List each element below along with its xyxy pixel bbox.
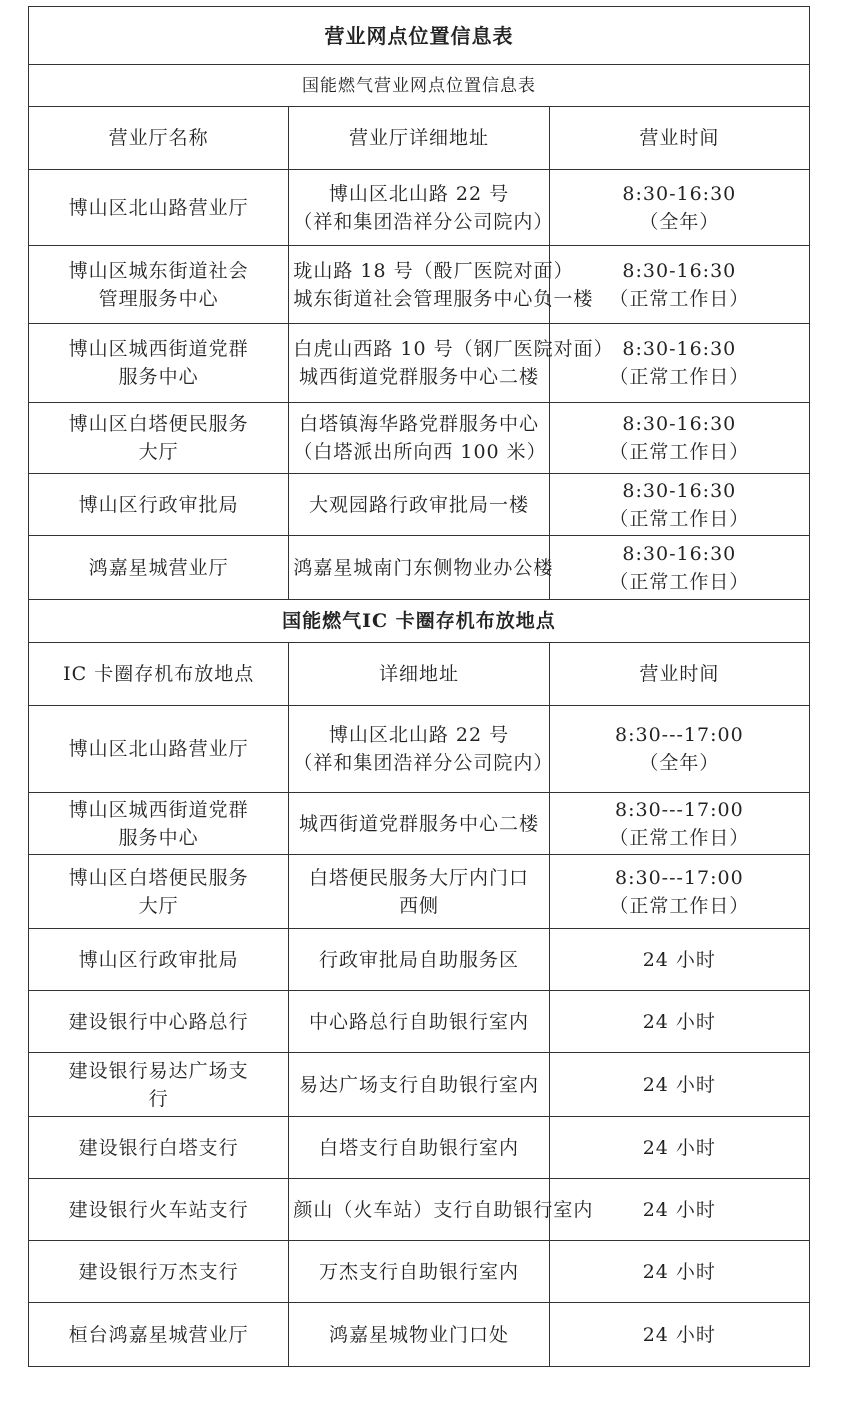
address-cell-line: 白塔镇海华路党群服务中心 bbox=[298, 413, 539, 435]
hours-cell bbox=[549, 403, 809, 474]
address-cell-line: 城东街道社会管理服务中心负一楼 bbox=[293, 287, 594, 310]
hours-cell-line: 24 小时 bbox=[642, 1136, 716, 1159]
hours-cell bbox=[549, 1117, 809, 1179]
location-name-cell-line: 建设银行白塔支行 bbox=[78, 1136, 239, 1159]
location-name-cell-line: 管理服务中心 bbox=[98, 287, 219, 310]
table-row bbox=[29, 1053, 810, 1117]
hours-cell-line: （正常工作日） bbox=[609, 366, 750, 388]
address-cell bbox=[289, 793, 549, 855]
location-name-cell-line: 博山区北山路营业厅 bbox=[68, 196, 249, 219]
table-row bbox=[29, 1241, 810, 1303]
hours-cell-line: 24 小时 bbox=[642, 948, 716, 971]
hours-cell-line: 24 小时 bbox=[642, 1198, 716, 1221]
table-row bbox=[29, 246, 810, 324]
hours-cell bbox=[549, 1303, 809, 1367]
table-row bbox=[29, 929, 810, 991]
location-name-cell-line: 大厅 bbox=[138, 441, 179, 463]
address-cell bbox=[289, 324, 614, 403]
address-cell bbox=[289, 1179, 594, 1241]
location-name-cell-line: 大厅 bbox=[138, 894, 179, 917]
section2-header-hours: 营业时间 bbox=[549, 643, 809, 706]
address-cell-line: 大观园路行政审批局一楼 bbox=[308, 493, 529, 516]
address-cell-line: （白塔派出所向西 100 米） bbox=[293, 441, 547, 463]
location-name-cell-line: 博山区行政审批局 bbox=[78, 948, 239, 971]
section2-header-address: 详细地址 bbox=[289, 643, 549, 706]
location-name-cell-line: 鸿嘉星城营业厅 bbox=[88, 556, 229, 579]
hours-cell-line: 8:30-16:30 bbox=[622, 413, 737, 435]
table-row bbox=[29, 793, 810, 855]
location-name-cell bbox=[29, 1241, 289, 1303]
table-row bbox=[29, 474, 810, 536]
address-cell-line: 城西街道党群服务中心二楼 bbox=[298, 366, 539, 388]
address-cell bbox=[289, 1117, 549, 1179]
location-name-cell bbox=[29, 929, 289, 991]
hours-cell-line: 8:30-16:30 bbox=[622, 338, 737, 360]
table-row bbox=[29, 855, 810, 929]
hours-cell-line: 8:30---17:00 bbox=[614, 798, 744, 821]
address-cell bbox=[289, 1053, 549, 1117]
location-name-cell-line: 博山区城西街道党群 bbox=[68, 338, 249, 360]
address-cell bbox=[289, 929, 549, 991]
address-cell-line: 城西街道党群服务中心二楼 bbox=[298, 812, 539, 835]
address-cell-line: （祥和集团浩祥分公司院内） bbox=[293, 210, 554, 233]
section1-header-name: 营业厅名称 bbox=[29, 107, 289, 170]
table-row bbox=[29, 1117, 810, 1179]
hours-cell-line: 24 小时 bbox=[642, 1073, 716, 1096]
location-name-cell bbox=[29, 855, 289, 929]
section2-header-row bbox=[29, 643, 810, 706]
location-name-cell-line: 博山区城西街道党群 bbox=[68, 798, 249, 821]
hours-cell bbox=[549, 1053, 809, 1117]
document-title: 营业网点位置信息表 bbox=[29, 7, 810, 65]
address-cell-line: 白塔便民服务大厅内门口 bbox=[308, 866, 529, 889]
address-cell bbox=[289, 991, 549, 1053]
address-cell-line: 颜山（火车站）支行自助银行室内 bbox=[293, 1198, 594, 1221]
location-name-cell bbox=[29, 170, 289, 246]
table-row bbox=[29, 324, 810, 403]
address-cell bbox=[289, 1241, 549, 1303]
hours-cell-line: （全年） bbox=[639, 752, 720, 774]
hours-cell bbox=[549, 929, 809, 991]
hours-cell bbox=[549, 706, 809, 793]
table-row bbox=[29, 536, 810, 600]
hours-cell-line: 8:30---17:00 bbox=[614, 866, 744, 889]
address-cell bbox=[289, 170, 554, 246]
address-cell-line: 易达广场支行自助银行室内 bbox=[298, 1073, 539, 1096]
hours-cell-line: （正常工作日） bbox=[609, 894, 750, 917]
location-name-cell-line: 服务中心 bbox=[118, 826, 199, 849]
address-cell-line: （祥和集团浩祥分公司院内） bbox=[293, 752, 554, 774]
hours-cell bbox=[549, 793, 809, 855]
hours-cell-line: （正常工作日） bbox=[609, 826, 750, 849]
location-name-cell bbox=[29, 324, 289, 403]
hours-cell-line: 24 小时 bbox=[642, 1323, 716, 1346]
location-name-cell-line: 博山区行政审批局 bbox=[78, 493, 239, 516]
address-cell-line: 西侧 bbox=[398, 894, 439, 917]
section2-title-row bbox=[29, 600, 810, 643]
hours-cell bbox=[549, 170, 809, 246]
title-row bbox=[29, 7, 810, 65]
hours-cell bbox=[549, 474, 809, 536]
address-cell-line: 鸿嘉星城南门东侧物业办公楼 bbox=[293, 556, 554, 579]
location-info-sheet bbox=[28, 6, 810, 1367]
location-table bbox=[28, 6, 810, 1367]
address-cell-line: 万杰支行自助银行室内 bbox=[318, 1260, 519, 1283]
location-name-cell-line: 建设银行易达广场支 bbox=[68, 1059, 249, 1082]
hours-cell bbox=[549, 991, 809, 1053]
location-name-cell bbox=[29, 706, 289, 793]
section2-title: 国能燃气IC 卡圈存机布放地点 bbox=[29, 600, 810, 643]
table-row bbox=[29, 1179, 810, 1241]
location-name-cell bbox=[29, 536, 289, 600]
section1-header-hours: 营业时间 bbox=[549, 107, 809, 170]
address-cell bbox=[289, 474, 549, 536]
table-row bbox=[29, 403, 810, 474]
section1-header-address: 营业厅详细地址 bbox=[289, 107, 549, 170]
hours-cell-line: 8:30-16:30 bbox=[622, 182, 737, 205]
hours-cell-line: 24 小时 bbox=[642, 1010, 716, 1033]
hours-cell bbox=[549, 536, 809, 600]
address-cell-line: 博山区北山路 22 号 bbox=[328, 724, 510, 746]
address-cell bbox=[289, 1303, 549, 1367]
hours-cell-line: 8:30-16:30 bbox=[622, 259, 737, 282]
location-name-cell bbox=[29, 793, 289, 855]
hours-cell bbox=[549, 324, 809, 403]
hours-cell bbox=[549, 855, 809, 929]
hours-cell-line: 8:30---17:00 bbox=[614, 724, 744, 746]
location-name-cell-line: 桓台鸿嘉星城营业厅 bbox=[68, 1323, 249, 1346]
location-name-cell-line: 行 bbox=[148, 1087, 169, 1110]
location-name-cell bbox=[29, 991, 289, 1053]
address-cell-line: 中心路总行自助银行室内 bbox=[308, 1010, 529, 1033]
location-name-cell-line: 博山区白塔便民服务 bbox=[68, 866, 249, 889]
subtitle-row bbox=[29, 65, 810, 107]
table-row bbox=[29, 1303, 810, 1367]
location-name-cell bbox=[29, 474, 289, 536]
address-cell bbox=[289, 855, 549, 929]
location-name-cell-line: 建设银行万杰支行 bbox=[78, 1260, 239, 1283]
table-row bbox=[29, 991, 810, 1053]
address-cell bbox=[289, 403, 549, 474]
address-cell-line: 鸿嘉星城物业门口处 bbox=[328, 1323, 509, 1346]
address-cell-line: 珑山路 18 号（酘厂医院对面） bbox=[293, 259, 574, 282]
address-cell-line: 行政审批局自助服务区 bbox=[318, 948, 519, 971]
address-cell bbox=[289, 706, 554, 793]
hours-cell-line: 8:30-16:30 bbox=[622, 542, 737, 565]
hours-cell-line: 24 小时 bbox=[642, 1260, 716, 1283]
location-name-cell-line: 服务中心 bbox=[118, 366, 199, 388]
address-cell bbox=[289, 246, 594, 324]
location-name-cell-line: 建设银行中心路总行 bbox=[68, 1010, 249, 1033]
location-name-cell bbox=[29, 1179, 289, 1241]
hours-cell bbox=[549, 1241, 809, 1303]
hours-cell-line: （全年） bbox=[639, 210, 720, 233]
location-name-cell bbox=[29, 1053, 289, 1117]
section2-header-name: IC 卡圈存机布放地点 bbox=[29, 643, 289, 706]
address-cell-line: 白塔支行自助银行室内 bbox=[318, 1136, 519, 1159]
location-name-cell bbox=[29, 1117, 289, 1179]
location-name-cell bbox=[29, 246, 289, 324]
hours-cell-line: 8:30-16:30 bbox=[622, 479, 737, 502]
address-cell bbox=[289, 536, 554, 600]
location-name-cell bbox=[29, 1303, 289, 1367]
hours-cell-line: （正常工作日） bbox=[609, 570, 750, 593]
location-name-cell-line: 博山区北山路营业厅 bbox=[68, 738, 249, 760]
hours-cell bbox=[549, 246, 809, 324]
section1-header-row bbox=[29, 107, 810, 170]
hours-cell-line: （正常工作日） bbox=[609, 507, 750, 530]
document-subtitle: 国能燃气营业网点位置信息表 bbox=[29, 65, 810, 107]
hours-cell-line: （正常工作日） bbox=[609, 287, 750, 310]
location-name-cell-line: 博山区白塔便民服务 bbox=[68, 413, 249, 435]
table-row bbox=[29, 706, 810, 793]
table-row bbox=[29, 170, 810, 246]
address-cell-line: 博山区北山路 22 号 bbox=[328, 182, 510, 205]
hours-cell-line: （正常工作日） bbox=[609, 441, 750, 463]
location-name-cell-line: 博山区城东街道社会 bbox=[68, 259, 249, 282]
address-cell-line: 白虎山西路 10 号（钢厂医院对面） bbox=[293, 338, 614, 360]
location-name-cell bbox=[29, 403, 289, 474]
location-name-cell-line: 建设银行火车站支行 bbox=[68, 1198, 249, 1221]
